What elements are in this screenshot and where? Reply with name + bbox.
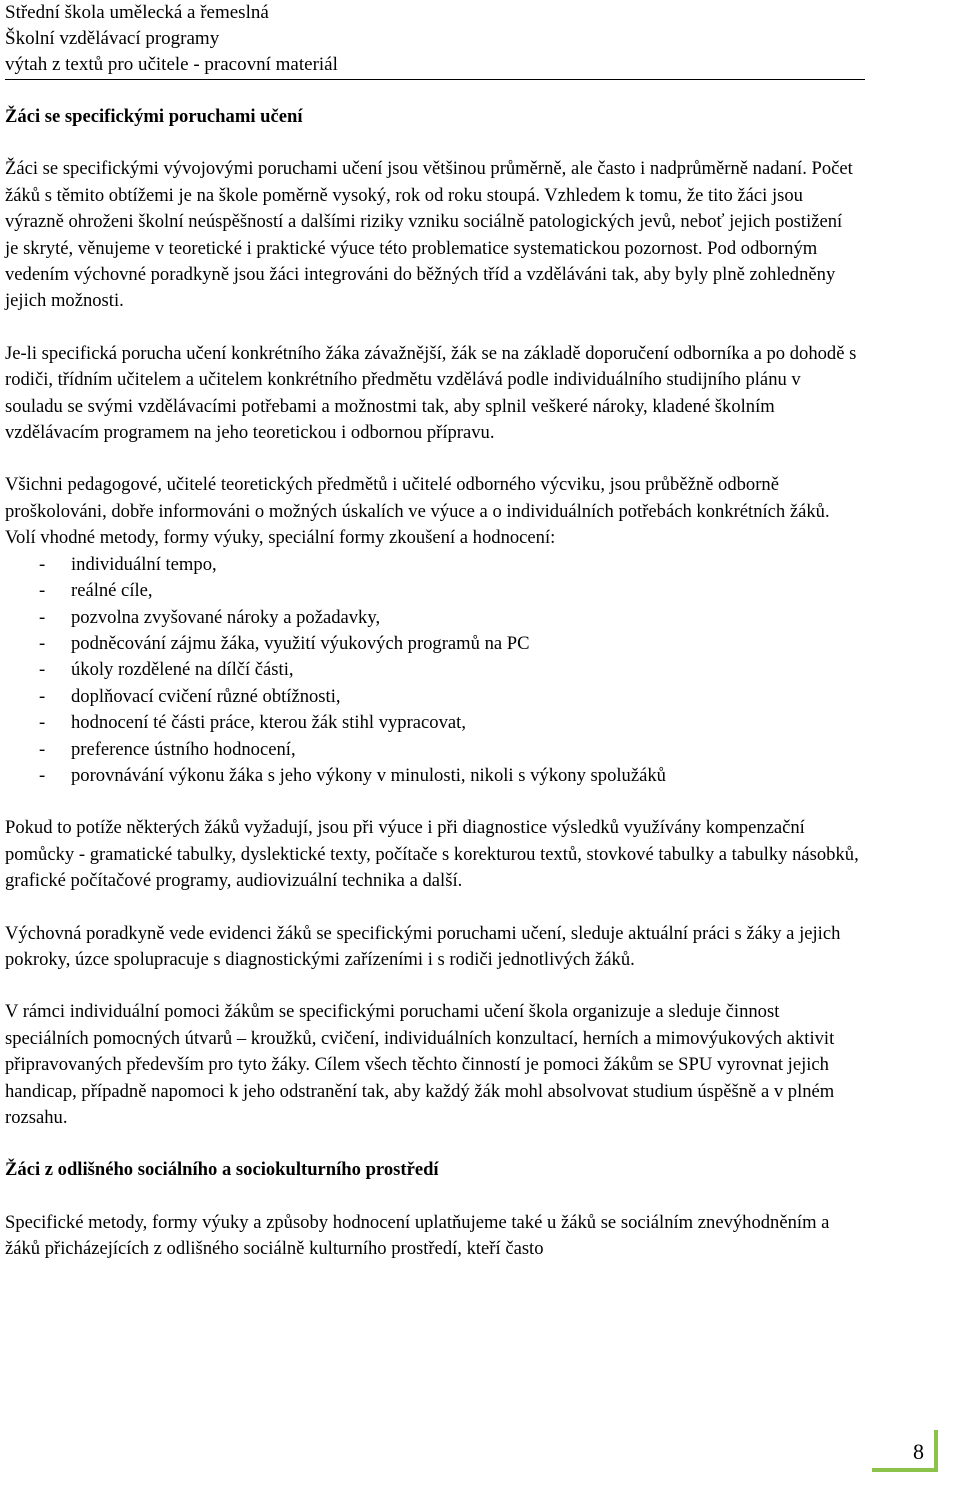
list-dash: -	[39, 580, 46, 602]
list-item	[5, 552, 860, 578]
paragraph: Pokud to potíže některých žáků vyžadují, jsou při výuce i při diagnostice výsledků využívány kompenzační pomůcky - gramatické tabulky, dyslektické texty, počítače s korekturou textů, stovkové tabulky a tabulky násobků, grafické počítačové programy, audiovizuální technika a další.	[5, 817, 859, 892]
list-item-text: pozvolna zvyšované nároky a požadavky,	[71, 606, 381, 628]
list-item	[5, 578, 860, 604]
list-item	[5, 737, 860, 763]
list-dash: -	[39, 764, 46, 786]
paragraph: Specifické metody, formy výuky a způsoby hodnocení uplatňujeme také u žáků se sociálním znevýhodněním a žáků přicházejících z odlišného sociálně kulturního prostředí, kteří často	[5, 1211, 830, 1260]
list-item-text: hodnocení té části práce, kterou žák stihl vypracovat,	[71, 712, 466, 734]
list-item-text: reálné cíle,	[71, 580, 153, 602]
list-item-text: doplňovací cvičení různé obtížnosti,	[71, 685, 341, 707]
methods-list	[5, 552, 860, 790]
header-subtitle: výtah z textů pro učitele - pracovní materiál	[5, 54, 338, 75]
list-item	[5, 710, 860, 736]
list-dash: -	[39, 712, 46, 734]
section-heading-social: Žáci z odlišného sociálního a sociokulturního prostředí	[5, 1159, 439, 1181]
list-item-text: porovnávání výkonu žáka s jeho výkony v minulosti, nikoli s výkony spolužáků	[71, 764, 666, 786]
page-number: 8	[872, 1430, 938, 1472]
paragraph: V rámci individuální pomoci žákům se specifickými poruchami učení škola organizuje a sleduje činnost speciálních pomocných útvarů – kroužků, cvičení, individuálních konzultací, herních a mimovýukových aktivit připravovaných především pro tyto žáky. Cílem všech těchto činností je pomoci žákům se SPU vyrovnat jejich handicap, případně napomoci k jeho odstranění tak, aby každý žák mohl absolvovat studium úspěšně a v plném rozsahu.	[5, 1001, 835, 1128]
list-dash: -	[39, 659, 46, 681]
list-dash: -	[39, 685, 46, 707]
list-item	[5, 631, 860, 657]
header-program: Školní vzdělávací programy	[5, 28, 220, 49]
list-item-text: preference ústního hodnocení,	[71, 738, 296, 760]
list-dash: -	[39, 632, 46, 654]
document-body	[5, 104, 860, 1289]
paragraph: Je-li specifická porucha učení konkrétního žáka závažnější, žák se na základě doporučení odborníka a po dohodě s rodiči, třídním učitelem a učitelem konkrétního předmětu vzdělává podle individuálního studijního plánu v souladu se svými vzdělávacími potřebami a možnostmi tak, aby splnil veškeré nároky, kladené školním vzdělávacím programem na jeho teoretickou i odbornou přípravu.	[5, 342, 857, 444]
list-item-text: úkoly rozdělené na dílčí části,	[71, 659, 294, 681]
methods-list-block	[5, 552, 860, 790]
paragraph: Žáci se specifickými vývojovými poruchami učení jsou většinou průměrně, ale často i nadprůměrně nadaní. Počet žáků s těmito obtížemi je na škole poměrně vysoký, rok od roku stoupá. Vzhledem k tomu, že tito žáci jsou výrazně ohroženi školní neúspěšností a dalšími riziky vzniku sociálně patologických jevů, neboť jejich postižení je skryté, věnujeme v teoretické i praktické výuce této problematice systematickou pozornost. Pod odborným vedením výchovné poradkyně jsou žáci integrováni do běžných tříd a vzděláváni tak, aby byly plně zohledněny jejich možnosti.	[5, 158, 853, 312]
list-item	[5, 605, 860, 631]
section-heading-spu: Žáci se specifickými poruchami učení	[5, 106, 303, 127]
list-item-text: individuální tempo,	[71, 553, 217, 575]
list-item	[5, 657, 860, 683]
document-header	[5, 0, 865, 80]
list-dash: -	[39, 553, 46, 575]
list-item-text: podněcování zájmu žáka, využití výukových programů na PC	[71, 632, 530, 654]
list-item	[5, 763, 860, 789]
list-dash: -	[39, 606, 46, 628]
paragraph: Výchovná poradkyně vede evidenci žáků se specifickými poruchami učení, sleduje aktuální práci s žáky a jejich pokroky, úzce spolupracuje s diagnostickými zařízeními i s rodiči jednotlivých žáků.	[5, 922, 841, 970]
list-item	[5, 684, 860, 710]
list-dash: -	[39, 738, 46, 760]
paragraph: Všichni pedagogové, učitelé teoretických předmětů i učitelé odborného výcviku, jsou průběžně odborně proškolováni, dobře informováni o možných úskalích ve výuce a o individuálních potřebách konkrétních žáků. Volí vhodné metody, formy výuky, speciální formy zkoušení a hodnocení:	[5, 474, 830, 549]
header-school-name: Střední škola umělecká a řemeslná	[5, 2, 269, 23]
